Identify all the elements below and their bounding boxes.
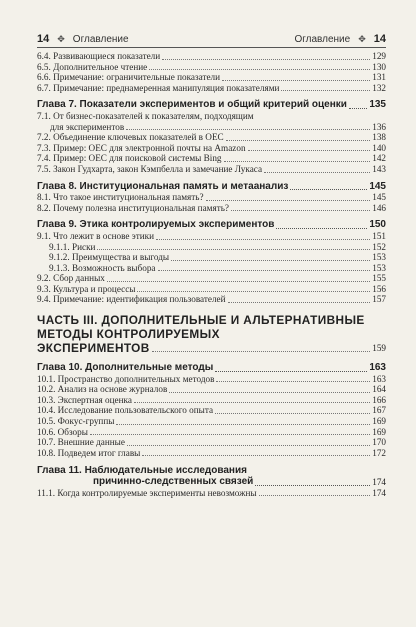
page-number-right: 14: [373, 33, 386, 45]
ornament-icon: ✥: [57, 33, 65, 44]
toc-chapter-7[interactable]: Глава 7. Показатели экспериментов и общий критерий оценки 135: [37, 99, 386, 111]
toc-entry[interactable]: 9.2. Сбор данных 155: [37, 273, 386, 284]
ornament-icon: ✥: [358, 33, 366, 44]
header-rule: [37, 47, 386, 48]
toc-entry[interactable]: 9.1.1. Риски 152: [49, 241, 386, 252]
toc-entry[interactable]: 9.3. Культура и процессы 156: [37, 283, 386, 294]
toc-chapter-9[interactable]: Глава 9. Этика контролируемых экспериментов 150: [37, 219, 386, 231]
header-right: [294, 32, 386, 46]
toc-chapter-10[interactable]: Глава 10. Дополнительные методы 163: [37, 362, 386, 374]
toc-entry[interactable]: 10.3. Экспертная оценка 166: [37, 394, 386, 405]
toc-entry[interactable]: 7.5. Закон Гудхарта, закон Кэмпбелла и замечание Лукаса 143: [37, 163, 386, 174]
toc-entry[interactable]: 10.8. Подведем итог главы 172: [37, 447, 386, 458]
toc-part-3[interactable]: ЧАСТЬ III. ДОПОЛНИТЕЛЬНЫЕ И АЛЬТЕРНАТИВНЫЕ МЕТОДЫ КОНТРОЛИРУЕМЫХ ЭКСПЕРИМЕНТОВ 159: [37, 313, 386, 356]
toc-entry[interactable]: 10.1. Пространство дополнительных методов 163: [37, 373, 386, 384]
toc-entry[interactable]: 10.4. Исследование пользовательского опыта 167: [37, 405, 386, 416]
toc-entry[interactable]: 6.7. Примечание: преднамеренная манипуляция показателями 132: [37, 82, 386, 93]
toc-chapter-8[interactable]: Глава 8. Институциональная память и метаанализ 145: [37, 180, 386, 192]
toc-entry[interactable]: 11.1. Когда контролируемые эксперименты невозможны 174: [37, 487, 386, 498]
toc-entry[interactable]: 9.1.2. Преимущества и выгоды 153: [49, 252, 386, 263]
header-title-right: Оглавление: [294, 33, 351, 45]
page-number-left: 14: [37, 33, 50, 45]
toc-entry[interactable]: 6.5. Дополнительное чтение 130: [37, 61, 386, 72]
toc-entry[interactable]: 10.2. Анализ на основе журналов 164: [37, 384, 386, 395]
toc-entry[interactable]: 7.2. Объединение ключевых показателей в ОЕС 138: [37, 132, 386, 143]
header-left: [37, 32, 129, 46]
toc-entry[interactable]: 6.4. Развивающиеся показатели 129: [37, 51, 386, 61]
toc-entry[interactable]: 9.1.3. Возможность выбора 153: [49, 262, 386, 273]
toc-entry[interactable]: 10.7. Внешние данные 170: [37, 437, 386, 448]
toc-entry[interactable]: 10.5. Фокус-группы 169: [37, 416, 386, 427]
toc-entry[interactable]: 6.6. Примечание: ограничительные показатели 131: [37, 72, 386, 83]
header-title-left: Оглавление: [72, 33, 129, 45]
toc-entry[interactable]: 7.1. От бизнес-показателей к показателям, подходящим для экспериментов 136: [37, 110, 386, 132]
toc-entry[interactable]: 9.1. Что лежит в основе этики 151: [37, 230, 386, 241]
toc-entry[interactable]: 7.4. Пример: ОЕС для поисковой системы Bing 142: [37, 153, 386, 164]
toc-chapter-11[interactable]: Глава 11. Наблюдательные исследования причинно-следственных связей 174: [37, 465, 386, 487]
toc-entry[interactable]: 8.1. Что такое институциональная память? 145: [37, 192, 386, 203]
table-of-contents: [37, 51, 386, 498]
toc-entry[interactable]: 9.4. Примечание: идентификация пользователей 157: [37, 294, 386, 305]
toc-entry[interactable]: 8.2. Почему полезна институциональная память? 146: [37, 202, 386, 213]
running-header: [0, 0, 416, 46]
toc-entry[interactable]: 7.3. Пример: ОЕС для электронной почты на Amazon 140: [37, 142, 386, 153]
toc-entry[interactable]: 10.6. Обзоры 169: [37, 426, 386, 437]
